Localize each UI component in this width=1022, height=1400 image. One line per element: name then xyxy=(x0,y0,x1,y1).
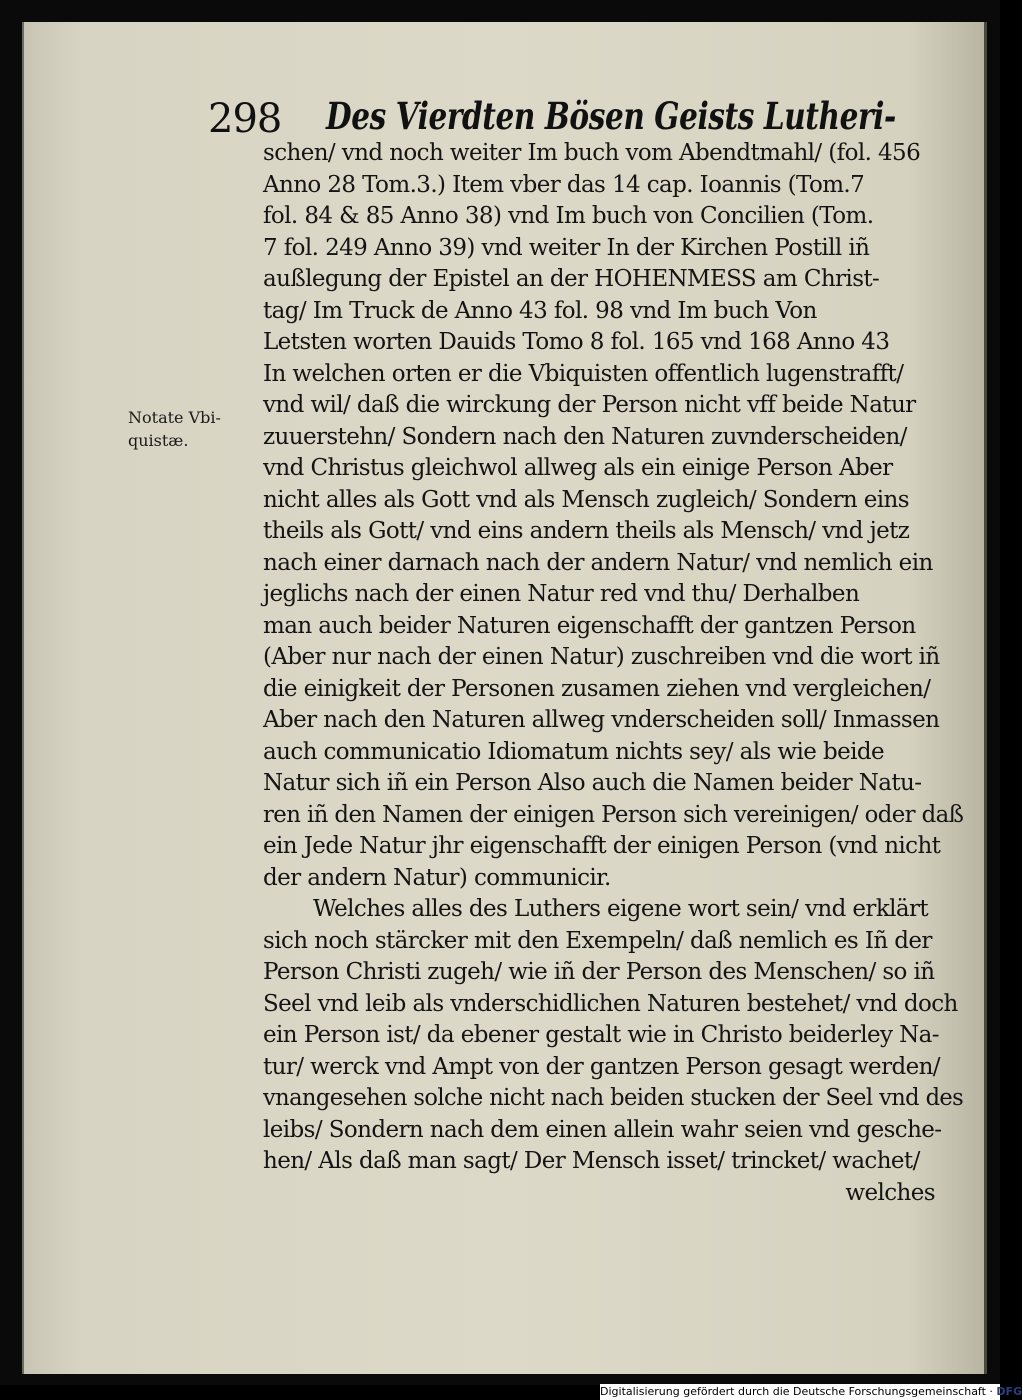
text-line: tag/ Im Truck de Anno 43 fol. 98 vnd Im buch Von xyxy=(263,297,817,324)
text-line: ein Person ist/ da ebener gestalt wie in Christo beiderley Na- xyxy=(263,1022,939,1048)
text-line: außlegung der Epistel an der HOHENMESS am Christ- xyxy=(263,266,880,292)
text-line: vnangesehen solche nicht nach beiden stucken der Seel vnd des xyxy=(263,1085,964,1111)
body-text xyxy=(263,138,963,1209)
text-line: 7 fol. 249 Anno 39) vnd weiter In der Kirchen Postill iñ xyxy=(263,234,870,261)
text-line: Letsten worten Dauids Tomo 8 fol. 165 vnd 168 Anno 43 xyxy=(263,329,890,355)
text-line: hen/ Als daß man sagt/ Der Mensch isset/ trincket/ wachet/ xyxy=(263,1148,920,1174)
text-line: leibs/ Sondern nach dem einen allein wahr seien vnd gesche- xyxy=(263,1116,942,1143)
page-number: 298 xyxy=(208,96,282,142)
text-line: sich noch stärcker mit den Exempeln/ daß nemlich es Iñ der xyxy=(263,927,932,954)
text-line: die einigkeit der Personen zusamen ziehen vnd vergleichen/ xyxy=(263,675,931,702)
text-line: ein Jede Natur jhr eigenschafft der einigen Person (vnd nicht xyxy=(263,833,941,859)
text-line: Person Christi zugeh/ wie iñ der Person des Menschen/ so iñ xyxy=(263,959,935,985)
text-line: fol. 84 & 85 Anno 38) vnd Im buch von Concilien (Tom. xyxy=(263,203,874,229)
text-line: welches xyxy=(845,1179,935,1206)
text-line: auch communicatio Idiomatum nichts sey/ als wie beide xyxy=(263,738,884,765)
text-line: schen/ vnd noch weiter Im buch vom Abendtmahl/ (fol. 456 xyxy=(263,140,921,166)
text-line: nach einer darnach nach der andern Natur/ vnd nemlich ein xyxy=(263,549,933,576)
text-line: In welchen orten er die Vbiquisten offentlich lugenstrafft/ xyxy=(263,360,904,387)
text-line: Natur sich iñ ein Person Also auch die Namen beider Natu- xyxy=(263,770,922,796)
text-line: (Aber nur nach der einen Natur) zuschreiben vnd die wort iñ xyxy=(263,644,940,670)
running-title: Des Vierdten Bösen Geists Lutheri- xyxy=(326,94,896,138)
text-line: vnd Christus gleichwol allweg als ein einige Person Aber xyxy=(263,455,893,481)
text-line: ren iñ den Namen der einigen Person sich vereinigen/ oder daß xyxy=(263,801,964,828)
text-line: nicht alles als Gott vnd als Mensch zugleich/ Sondern eins xyxy=(263,486,909,513)
text-line: man auch beider Naturen eigenschafft der gantzen Person xyxy=(263,612,916,639)
text-line: theils als Gott/ vnd eins andern theils als Mensch/ vnd jetz xyxy=(263,518,910,544)
dfg-logo: DFG xyxy=(996,1385,1022,1398)
text-line: Welches alles des Luthers eigene wort sein/ vnd erklärt xyxy=(313,896,929,922)
footer-credit-text: Digitalisierung gefördert durch die Deutsche Forschungsgemeinschaft · xyxy=(600,1385,997,1398)
text-line: Anno 28 Tom.3.) Item vber das 14 cap. Ioannis (Tom.7 xyxy=(263,171,865,198)
text-line: Seel vnd leib als vnderschidlichen Naturen bestehet/ vnd doch xyxy=(263,990,958,1017)
text-line: zuuerstehn/ Sondern nach den Naturen zuvnderscheiden/ xyxy=(263,423,907,450)
text-line: vnd wil/ daß die wirckung der Person nicht vff beide Natur xyxy=(263,392,916,418)
text-line: tur/ werck vnd Ampt von der gantzen Person gesagt werden/ xyxy=(263,1053,940,1080)
text-line: Aber nach den Naturen allweg vnderscheiden soll/ Inmassen xyxy=(263,707,940,733)
margin-note: Notate Vbi-quistæ. xyxy=(128,408,221,450)
book-page xyxy=(22,22,987,1374)
footer-credit-bar xyxy=(600,1384,1022,1400)
text-line: jeglichs nach der einen Natur red vnd thu/ Derhalben xyxy=(263,581,860,607)
text-line: der andern Natur) communicir. xyxy=(263,864,611,891)
